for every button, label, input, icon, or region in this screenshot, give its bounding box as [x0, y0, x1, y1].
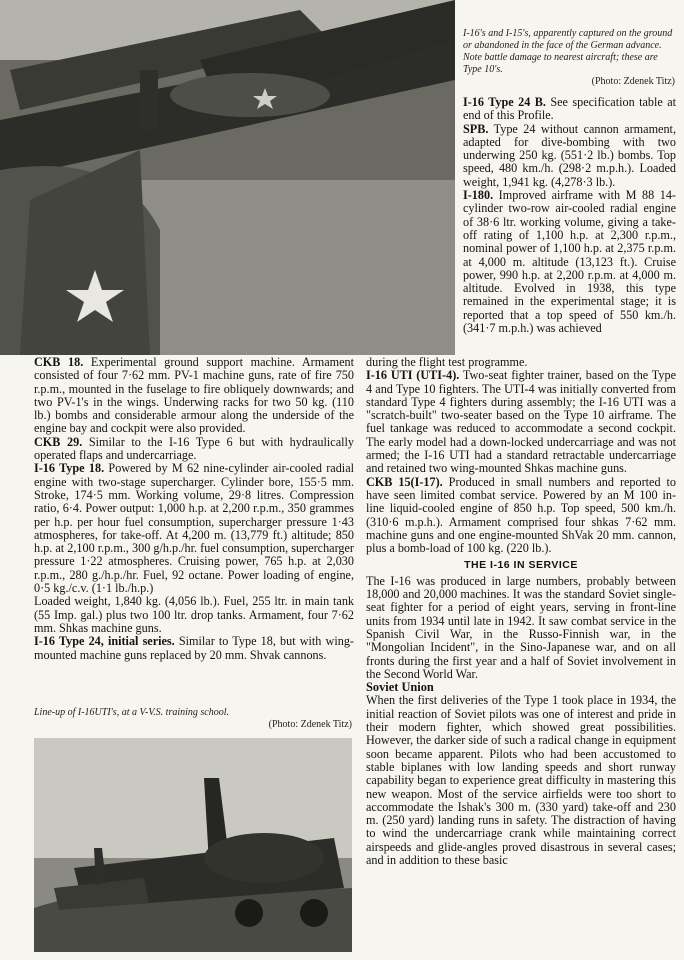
para-lead: SPB. [463, 121, 489, 136]
left-column [34, 356, 354, 662]
paragraph [463, 189, 676, 335]
photo-captured-aircraft [0, 0, 455, 355]
para-text: Two-seat fighter trainer, based on the Type 4 and Type 10 fighters. The UTI-4 was initially converted from standard Type 4 fighters during assembly; the I-16 UTI was a "scratch-built" two-seater based on the Type 10 airframe. The fuel tankage was reduced to accommodate a second cockpit. The early model had a down-locked undercarriage and was not armed; the I-16 UTI had a standard retractable undercarriage and retained two wing-mounted Shkas machine guns. [366, 368, 677, 476]
right-column-bottom [366, 356, 676, 867]
section-heading: THE I-16 IN SERVICE [464, 559, 578, 572]
para-text: Powered by M 62 nine-cylinder air-cooled radial engine with two-stage supercharger. Cylinder bore, 155·5 mm. Stroke, 174·5 mm. Working volume, 29·8 litres. Compression ratio, 6·4. Power output: 1,000 h.p. at 2,200 r.p.m., 350 grammes per h.p. per hour fuel consumption, supercharger pressure 1·43 atmospheres, for take-off. At 4,200 m. (13,779 ft.) altitude; 850 h.p. at 2,100 r.p.m., 300 g/h.p./hr. fuel consumption, supercharger pressure 1·22 atmospheres. Cruising power, 765 h.p. at 2,030 r.p.m., 280 g./h.p./hr. Fuel, 92 octane. Power loading of engine, 0·5 kg./c.v. (1·1 lb./h.p.) [34, 461, 354, 596]
paragraph [366, 476, 676, 556]
para-text: See specification table at end of this Profile. [463, 95, 677, 123]
para-lead: CKB 18. [34, 355, 84, 369]
para-text: Similar to Type 18, but with wing-mounted machine guns replaced by 20 mm. Shvak cannons. [34, 634, 354, 662]
photo-caption-top [463, 28, 675, 88]
photo-credit: (Photo: Zdenek Titz) [591, 76, 675, 87]
para-text: Experimental ground support machine. Armament consisted of four 7·62 mm. PV-1 machine guns, rate of fire 750 r.p.m., mounted in the fuselage to fire obliquely downwards; and two PV-1's in the wings. Underwing racks for two 50 kg. (110 lb.) bombs and considerable armour along the underside of the engine bay and cockpit were also provided. [34, 355, 355, 436]
para-lead: I-16 UTI (UTI-4). [366, 368, 460, 383]
photo-credit: (Photo: Zdenek Titz) [268, 719, 352, 730]
paragraph [366, 356, 676, 369]
paragraph: When the first deliveries of the Type 1 took place in 1934, the initial reaction of Soviet pilots was one of interest and pride in their modern fighter, which showed great possibilities. However, the darker side of such a radical change in equipment soon became apparent. Pilots who had been accustomed to stable biplanes with low landing speeds and short runway capability began to experience great difficulty in mastering this new weapon. Most of the service airfields were too short to accommodate the Ishak's 300 m. (330 yard) take-off and 230 m. (250 yard) landing runs in safety. The distraction of having to wind the undercarriage crank while maintaining correct airspeeds and glide-angles proved disastrous in several cases; and in addition to these basic [366, 693, 676, 867]
para-lead: I-16 Type 18. [34, 461, 105, 476]
para-lead: I-16 Type 24, initial series. [34, 634, 175, 649]
photo-caption-bottom [34, 707, 352, 731]
para-text: Similar to the I-16 Type 6 but with hydraulically operated flaps and undercarriage. [34, 434, 354, 463]
caption-text: Line-up of I-16UTI's, at a V-V.S. training school. [34, 707, 230, 718]
para-lead: CKB 15(I-17). [366, 474, 443, 489]
para-lead: I-16 Type 24 B. [463, 95, 546, 109]
para-lead: CKB 29. [34, 434, 83, 449]
para-text: Improved airframe with M 88 14-cylinder two-row air-cooled radial engine of 38·6 ltr. working volume, giving a take-off rating of 1,100 h.p. at 2,300 r.p.m., nominal power of 1,100 h.p. at 2,375 r.p.m. at 4,000 m. altitude (13,123 ft.). Cruise power, 990 h.p. at 2,200 r.p.m. at 4,000 m. altitude. Evolved in 1938, this type remained in the experimental stage; it is reported that a top speed of 550 km./h. (341·7 m.p.h.) was achieved [463, 188, 676, 336]
para-text: Produced in small numbers and reported to have seen limited combat service. Powered by an M 100 in-line liquid-cooled engine of 850 h.p. Top speed, 500 km./h. (310·6 m.p.h.). Armament comprised four shkas 7·62 mm. machine guns and one engine-mounted ShVak 20 mm. cannon, plus a bomb-load of 100 kg. (220 lb.). [366, 474, 676, 556]
para-text: Loaded weight, 1,840 kg. (4,056 lb.). Fuel, 255 ltr. in main tank (55 Imp. gal.) plus two 100 ltr. drop tanks. Armament, four 7·62 mm. Shkas machine guns. [34, 594, 354, 635]
subheading: Soviet Union [366, 680, 434, 695]
paragraph [34, 462, 354, 595]
para-text: Type 24 without cannon armament, adapted for dive-bombing with two underwing 250 kg. (551·2 lb.) bombs. Top speed, 480 km./h. (298·2 m.p.h.). Loaded weight, 1,941 kg. (4,278·3 lb.). [463, 121, 676, 189]
paragraph [34, 356, 354, 436]
paragraph: The I-16 was produced in large numbers, probably between 18,000 and 20,000 machines. It was the standard Soviet single-seat fighter for a period of eight years, serving in front-line units from 1934 until late in 1942. It saw combat service in the Spanish Civil War, in the Russo-Finnish war, in the "Mongolian Incident", in the Sino-Japanese war, and on all fronts during the first year and a half of Soviet involvement in the Second World War. [366, 573, 676, 681]
caption-text: I-16's and I-15's, apparently captured on the ground or abandoned in the face of the German advance. Note battle damage to nearest aircraft; these are Type 10's. [463, 28, 673, 75]
paragraph [34, 635, 354, 662]
paragraph [34, 595, 354, 635]
para-text: during the flight test programme. [366, 355, 528, 369]
paragraph [463, 123, 676, 189]
paragraph [34, 436, 354, 463]
paragraph [463, 96, 676, 123]
photo-uti-lineup [34, 738, 352, 952]
para-lead: I-180. [463, 188, 494, 203]
paragraph [366, 369, 676, 475]
right-column-top [463, 96, 676, 335]
